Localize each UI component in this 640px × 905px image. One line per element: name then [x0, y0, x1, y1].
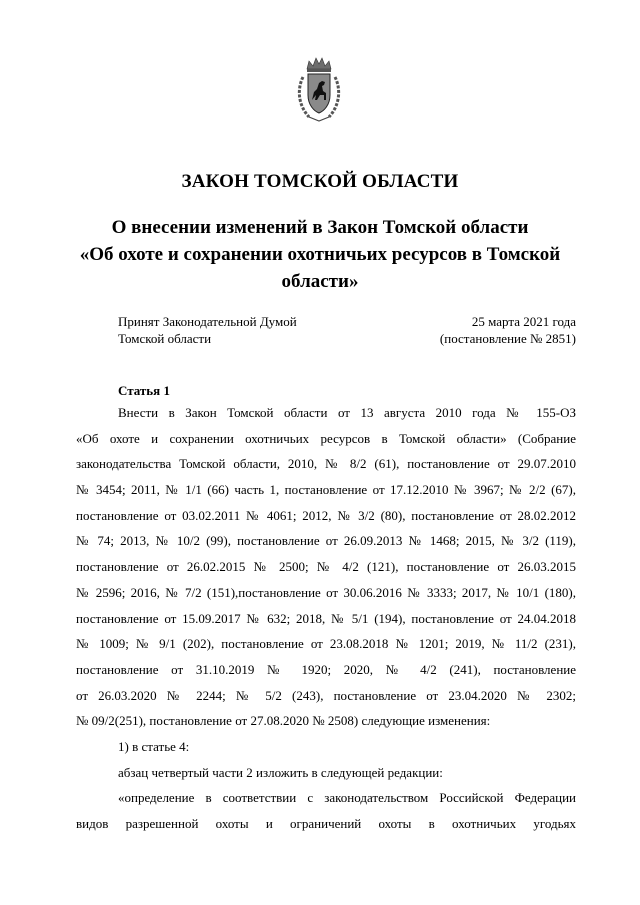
subtitle-line: области»	[281, 271, 359, 292]
body-line: Внести в Закон Томской области от 13 августа 2010 года № 155-ОЗ	[118, 405, 576, 420]
adoption-resolution-line: (постановление № 2851)	[439, 331, 576, 346]
body-line: № 3454; 2011, № 1/1 (66) часть 1, постановление от 17.12.2010 № 3967; № 2/2 (67),	[76, 482, 576, 498]
body-line: «Об охоте и сохранении охотничьих ресурсов в Томской области» (Собрание	[76, 430, 576, 446]
body-line: № 2596; 2016, № 7/2 (151),постановление от 30.06.2016 № 3333; 2017, № 10/1 (180),	[76, 584, 576, 600]
body-line: абзац четвертый части 2 изложить в следующей редакции:	[118, 764, 443, 780]
body-line: № 09/2(251), постановление от 27.08.2020 № 2508) следующие изменения:	[76, 713, 491, 729]
body-line: «определение в соответствии с законодательством Российской Федерации	[118, 790, 576, 806]
body-line: постановление от 31.10.2019 № 1920; 2020, № 4/2 (241), постановление	[76, 661, 576, 677]
adopted-by-line: Томской области	[118, 331, 212, 346]
adopted-by-line: Принят Законодательной Думой	[118, 314, 297, 329]
body-line: законодательства Томской области, 2010, № 8/2 (61), постановление от 29.07.2010	[76, 456, 576, 472]
body-line: постановление от 03.02.2011 № 4061; 2012, № 3/2 (80), постановление от 28.02.2012	[76, 507, 576, 523]
article-heading: Статья 1	[118, 383, 170, 398]
adoption-date	[440, 313, 576, 347]
body-line: от 26.03.2020 № 2244; № 5/2 (243), постановление от 23.04.2020 № 2302;	[76, 687, 576, 703]
body-line: 1) в статье 4:	[118, 738, 190, 754]
law-subtitle	[64, 214, 576, 295]
body-line: постановление от 26.02.2015 № 2500; № 4/2 (121), постановление от 26.03.2015	[76, 559, 576, 575]
article-body	[76, 400, 576, 837]
body-line: постановление от 15.09.2017 № 632; 2018, № 5/1 (194), постановление от 24.04.2018	[76, 610, 576, 626]
subtitle-line: О внесении изменений в Закон Томской области	[111, 217, 529, 238]
body-line: видов разрешенной охоты и ограничений охоты в охотничьих угодьях	[76, 816, 576, 831]
body-line: № 1009; № 9/1 (202), постановление от 23.08.2018 № 1201; 2019, № 11/2 (231),	[76, 636, 576, 652]
subtitle-line: «Об охоте и сохранении охотничьих ресурсов в Томской	[79, 244, 561, 265]
adopted-by	[118, 313, 297, 347]
body-line: № 74; 2013, № 10/2 (99), постановление от 26.09.2013 № 1468; 2015, № 3/2 (119),	[76, 533, 576, 549]
law-title: ЗАКОН ТОМСКОЙ ОБЛАСТИ	[181, 171, 459, 192]
adoption-date-line: 25 марта 2021 года	[471, 314, 576, 329]
tomsk-coat-of-arms-icon	[295, 55, 343, 125]
